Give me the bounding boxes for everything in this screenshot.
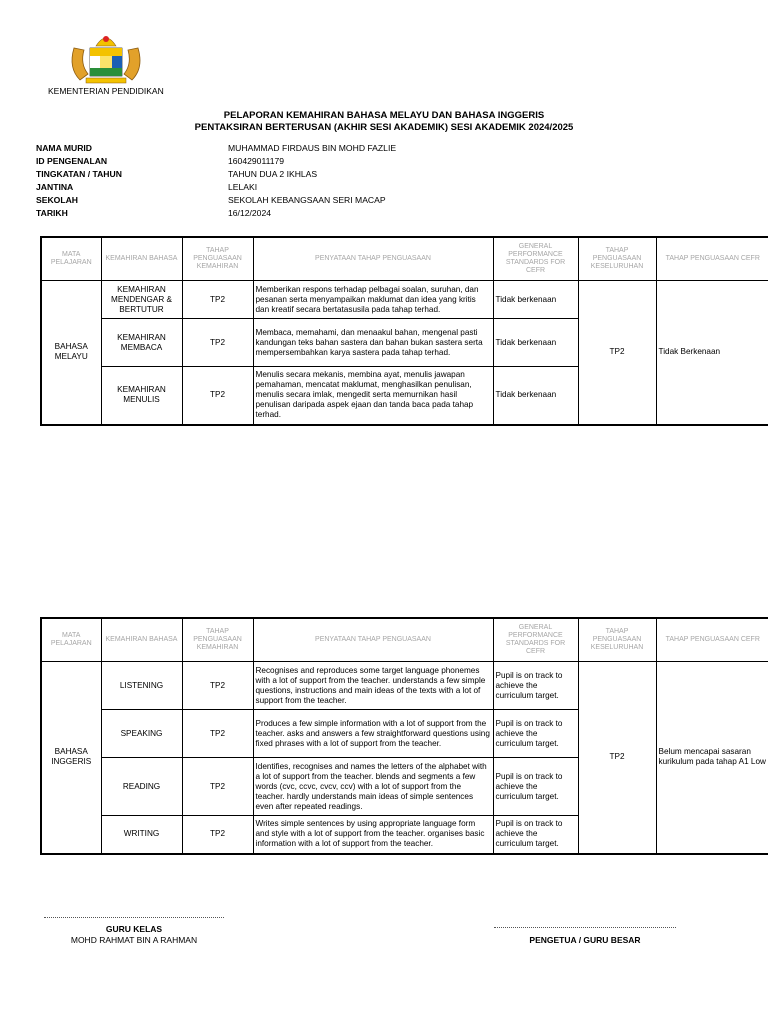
col-header: TAHAP PENGUASAAN KESELURUHAN bbox=[578, 618, 656, 662]
gps-cell: Tidak berkenaan bbox=[493, 367, 578, 425]
info-label: SEKOLAH bbox=[36, 195, 79, 205]
teacher-name: MOHD RAHMAT BIN A RAHMAN bbox=[70, 935, 198, 945]
col-header: MATA PELAJARAN bbox=[41, 237, 101, 281]
info-value: TAHUN DUA 2 IKHLAS bbox=[228, 169, 318, 179]
statement-cell: Identifies, recognises and names the letters of the alphabet with a lot of support from the teacher. blends and segments a few words (cvc, ccvc, cvcv, ccv) with a lot of support from the teacher. hardly understands main ideas of simple sentences even after repeated readings. bbox=[253, 758, 493, 816]
col-header: TAHAP PENGUASAAN CEFR bbox=[656, 237, 768, 281]
level-cell: TP2 bbox=[182, 281, 253, 319]
statement-cell: Membaca, memahami, dan menaakul bahan, mengenal pasti kandungan teks bahan sastera dan bahan bukan sastera serta mempersembahkan karya sastera pada tahap terhad. bbox=[253, 319, 493, 367]
gps-cell: Tidak berkenaan bbox=[493, 281, 578, 319]
level-cell: TP2 bbox=[182, 367, 253, 425]
report-title: PELAPORAN KEMAHIRAN BAHASA MELAYU DAN BAHASA INGGERIS bbox=[223, 110, 545, 121]
level-cell: TP2 bbox=[182, 662, 253, 710]
skill-cell: READING bbox=[101, 758, 182, 816]
info-row bbox=[36, 156, 396, 169]
skill-cell: KEMAHIRAN MENULIS bbox=[101, 367, 182, 425]
table-header-row bbox=[41, 237, 768, 281]
skill-cell: LISTENING bbox=[101, 662, 182, 710]
overall-level-cell: TP2 bbox=[578, 662, 656, 854]
gps-cell: Tidak berkenaan bbox=[493, 319, 578, 367]
coat-of-arms-logo bbox=[66, 28, 146, 86]
level-cell: TP2 bbox=[182, 710, 253, 758]
gps-cell: Pupil is on track to achieve the curriculum target. bbox=[493, 816, 578, 854]
overall-level-cell: TP2 bbox=[578, 281, 656, 425]
table-row bbox=[41, 281, 768, 319]
teacher-signature-line bbox=[44, 917, 224, 918]
table-header-row bbox=[41, 618, 768, 662]
col-header: MATA PELAJARAN bbox=[41, 618, 101, 662]
subject-cell: BAHASA MELAYU bbox=[41, 281, 101, 425]
col-header: TAHAP PENGUASAAN KEMAHIRAN bbox=[182, 618, 253, 662]
statement-cell: Menulis secara mekanis, membina ayat, menulis jawapan pemahaman, mencatat maklumat, menghasilkan penulisan, menulis secara imlak, mengedit serta memurnikan hasil penulisan daripada aspek ejaan dan tanda baca pada tahap terhad. bbox=[253, 367, 493, 425]
info-label: NAMA MURID bbox=[36, 143, 93, 153]
table-row bbox=[41, 662, 768, 710]
ministry-name: KEMENTERIAN PENDIDIKAN bbox=[48, 86, 164, 96]
col-header: KEMAHIRAN BAHASA bbox=[101, 237, 182, 281]
info-value: 16/12/2024 bbox=[228, 208, 272, 218]
skill-cell: KEMAHIRAN MENDENGAR & BERTUTUR bbox=[101, 281, 182, 319]
info-row bbox=[36, 195, 396, 208]
gps-cell: Pupil is on track to achieve the curriculum target. bbox=[493, 662, 578, 710]
col-header: TAHAP PENGUASAAN KEMAHIRAN bbox=[182, 237, 253, 281]
statement-cell: Produces a few simple information with a lot of support from the teacher. asks and answers a few straightforward questions using fixed phrases with a lot of support from the teacher. bbox=[253, 710, 493, 758]
teacher-title: GURU KELAS bbox=[105, 924, 163, 934]
info-row bbox=[36, 208, 396, 221]
skill-cell: SPEAKING bbox=[101, 710, 182, 758]
info-value: 160429011179 bbox=[228, 156, 285, 166]
level-cell: TP2 bbox=[182, 319, 253, 367]
info-value: MUHAMMAD FIRDAUS BIN MOHD FAZLIE bbox=[228, 143, 397, 153]
skill-cell: KEMAHIRAN MEMBACA bbox=[101, 319, 182, 367]
col-header: GENERAL PERFORMANCE STANDARDS FOR CEFR bbox=[493, 237, 578, 281]
col-header: GENERAL PERFORMANCE STANDARDS FOR CEFR bbox=[493, 618, 578, 662]
skill-cell: WRITING bbox=[101, 816, 182, 854]
info-value: LELAKI bbox=[228, 182, 258, 192]
report-subtitle: PENTAKSIRAN BERTERUSAN (AKHIR SESI AKADEMIK) SESI AKADEMIK 2024/2025 bbox=[194, 122, 574, 133]
info-label: ID PENGENALAN bbox=[36, 156, 108, 166]
statement-cell: Writes simple sentences by using appropriate language form and style with a lot of support from the teacher. organises basic information with a lot of support from the teacher. bbox=[253, 816, 493, 854]
level-cell: TP2 bbox=[182, 816, 253, 854]
info-label: JANTINA bbox=[36, 182, 74, 192]
cefr-cell: Belum mencapai sasaran kurikulum pada tahap A1 Low bbox=[656, 662, 768, 854]
info-row bbox=[36, 169, 396, 182]
bi-table bbox=[40, 617, 768, 855]
info-value: SEKOLAH KEBANGSAAN SERI MACAP bbox=[228, 195, 386, 205]
info-label: TINGKATAN / TAHUN bbox=[36, 169, 122, 179]
gps-cell: Pupil is on track to achieve the curriculum target. bbox=[493, 758, 578, 816]
col-header: PENYATAAN TAHAP PENGUASAAN bbox=[253, 618, 493, 662]
col-header: TAHAP PENGUASAAN KESELURUHAN bbox=[578, 237, 656, 281]
student-info bbox=[36, 143, 396, 221]
subject-cell: BAHASA INGGERIS bbox=[41, 662, 101, 854]
info-row bbox=[36, 182, 396, 195]
cefr-cell: Tidak Berkenaan bbox=[656, 281, 768, 425]
statement-cell: Memberikan respons terhadap pelbagai soalan, suruhan, dan pesanan serta menyampaikan maklumat dan idea yang kritis dan kreatif secara bertatasusila pada tahap terhad. bbox=[253, 281, 493, 319]
col-header: PENYATAAN TAHAP PENGUASAAN bbox=[253, 237, 493, 281]
info-row bbox=[36, 143, 396, 156]
bm-table bbox=[40, 236, 768, 426]
gps-cell: Pupil is on track to achieve the curriculum target. bbox=[493, 710, 578, 758]
col-header: KEMAHIRAN BAHASA bbox=[101, 618, 182, 662]
info-label: TARIKH bbox=[36, 208, 68, 218]
col-header: TAHAP PENGUASAAN CEFR bbox=[656, 618, 768, 662]
principal-signature-line bbox=[494, 927, 676, 928]
level-cell: TP2 bbox=[182, 758, 253, 816]
principal-title: PENGETUA / GURU BESAR bbox=[529, 935, 641, 945]
statement-cell: Recognises and reproduces some target language phonemes with a lot of support from the teacher. understands a few simple questions, instructions and main ideas of the texts with a lot of support from the teacher. bbox=[253, 662, 493, 710]
